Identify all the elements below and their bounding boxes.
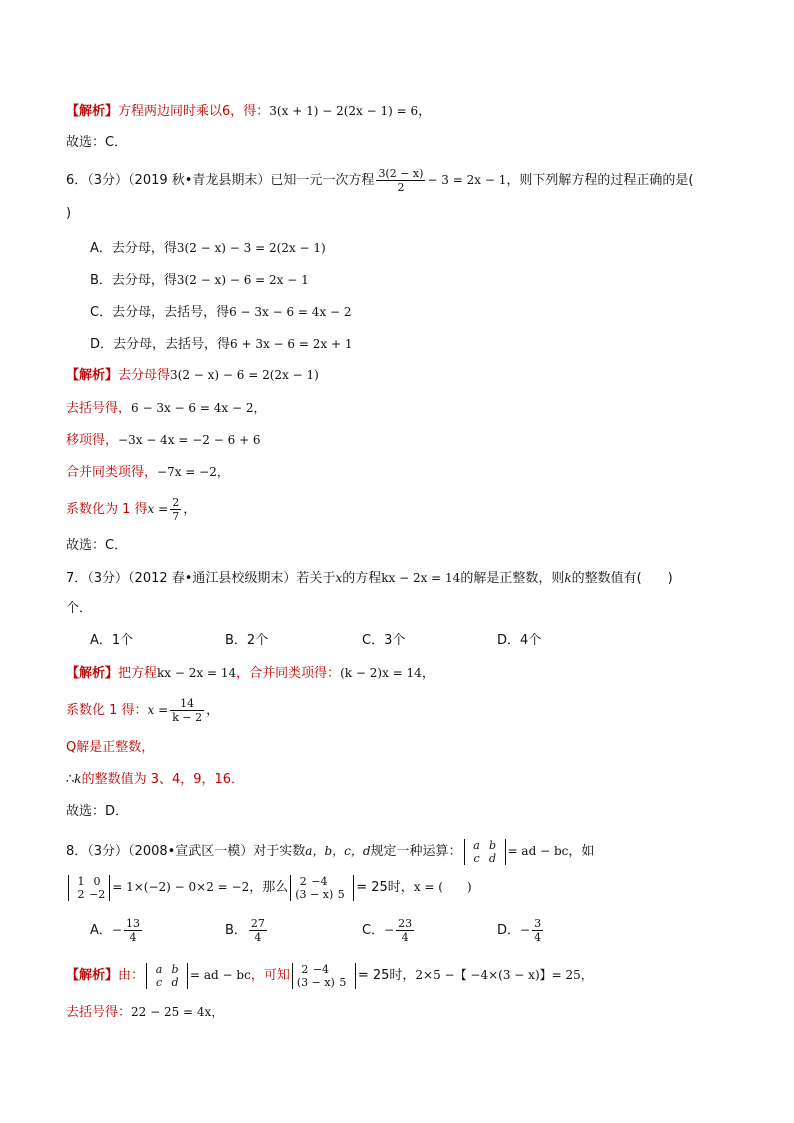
solution-text: Q解是正整数， (66, 740, 155, 755)
option-sign: − (111, 923, 122, 937)
q7-stem-text-b: 的方程 (342, 571, 382, 586)
option-sign: − (384, 923, 395, 937)
solution-text: 移项得， (66, 433, 119, 448)
fraction-numerator: 27 (250, 917, 265, 930)
q8-determinant-question (290, 875, 354, 901)
solution-text: 去括号得， (66, 401, 132, 416)
math-vars: a，b，c，d (305, 844, 371, 858)
matrix-cell: 2 (299, 874, 307, 888)
q6-solution-2 (66, 398, 265, 419)
q8-determinant-example (68, 875, 110, 901)
q8-stem-example (66, 870, 472, 905)
solution-equation: = ad − bc (190, 968, 251, 982)
fraction-numerator: 3 (534, 917, 542, 930)
fraction-denominator: 7 (172, 510, 180, 523)
matrix-cell: d (171, 975, 179, 989)
q6-stem-close: ) (66, 206, 72, 221)
option-label: B．去分母，得 (90, 273, 177, 288)
option-fraction (249, 917, 267, 944)
q6-stem-text-b: ，则下列解方程的过程正确的是( (506, 173, 694, 188)
fraction-numerator: 13 (125, 917, 140, 930)
solution-text-b: ，合并同类项得： (236, 666, 341, 681)
q7-stem-text-c: 的解是正整数，则 (460, 571, 565, 586)
fraction-denominator: 4 (534, 931, 542, 944)
matrix-cell: a (155, 962, 163, 976)
solution-fraction (170, 697, 204, 724)
solution-text: 把方程 (118, 666, 158, 681)
option-sign: − (520, 923, 531, 937)
option-equation: 3(2 − x) − 3 = 2(2x − 1) (176, 241, 326, 255)
q6-solution-1 (66, 365, 319, 386)
q6-stem-text: 6．（3分）（2019 秋•青龙县期末）已知一元一次方程 (66, 173, 375, 188)
q6-answer: 故选：C． (66, 538, 128, 553)
q7-solution-4 (66, 769, 244, 790)
math-var: k (564, 571, 572, 585)
solution-tag: 【解析】 (66, 968, 119, 983)
fraction-denominator: 4 (401, 931, 409, 944)
q8-determinant-def (464, 839, 506, 865)
solution-equation: kx − 2x = 14 (157, 666, 237, 680)
q8-option-b[interactable] (225, 914, 269, 947)
fraction-denominator: 4 (129, 931, 137, 944)
q6-solution-3 (66, 430, 261, 451)
solution-text: 去括号得： (66, 1005, 132, 1020)
q6-fraction (376, 167, 425, 194)
q7-answer: 故选：D． (66, 804, 129, 819)
solution-tag: 【解析】 (66, 666, 119, 681)
solution-equation: x = (147, 703, 169, 717)
option-label: C． (362, 923, 385, 938)
option-label: A． (90, 923, 112, 938)
solution-equation: 3(2 − x) − 6 = 2(2x − 1) (170, 368, 319, 382)
solution-equation: 3(x + 1) − 2(2x − 1) = 6 (269, 104, 419, 118)
solution-equation: 22 − 25 = 4x， (131, 1005, 224, 1019)
q8-solution-determinant-def (146, 963, 188, 989)
q7-option-d[interactable]: D．4个 (497, 633, 542, 648)
punct: ， (421, 666, 435, 681)
q8-stem-text-b: 规定一种运算： (370, 844, 462, 859)
solution-text: 的整数值为 3、4，9，16． (81, 772, 245, 787)
option-fraction (396, 917, 414, 944)
q7-stem (66, 568, 673, 589)
q8-option-c[interactable] (362, 914, 416, 947)
solution-equation: −7x = −2， (157, 465, 229, 479)
q6-stem (66, 166, 693, 195)
matrix-cell: b (171, 962, 179, 976)
matrix-cell: c (473, 851, 480, 865)
fraction-numerator: 2 (172, 496, 180, 509)
q8-option-a[interactable] (90, 914, 144, 947)
matrix-cell: d (489, 851, 497, 865)
q7-solution-3 (66, 738, 154, 758)
solution-text: 由： (118, 968, 145, 983)
solution-equation: x = (147, 502, 169, 516)
q5-solution-line (66, 101, 431, 122)
q8-example-eq: = 1×(−2) − 0×2 = −2 (112, 880, 250, 894)
math-var: k (74, 772, 82, 786)
q7-stem-cont: 个． (66, 601, 93, 616)
option-equation: 6 − 3x − 6 = 4x − 2 (229, 305, 352, 319)
solution-equation: −3x − 4x = −2 − 6 + 6 (118, 433, 261, 447)
solution-text-b: ，可知 (250, 968, 290, 983)
q7-stem-text: 7．（3分）（2012 春•通江县校级期末）若关于 (66, 571, 336, 586)
matrix-cell: −4 (311, 874, 328, 888)
q8-stem-text-d: ，如 (568, 844, 595, 859)
solution-text: 系数化 1 得： (66, 703, 148, 718)
matrix-cell: (3 − x) (296, 975, 335, 989)
solution-text: 合并同类项得， (66, 465, 158, 480)
q6-solution-4 (66, 462, 229, 483)
matrix-cell: a (473, 838, 480, 852)
punct: ， (206, 703, 220, 718)
solution-tag: 【解析】 (66, 368, 119, 383)
q7-stem-equation: kx − 2x = 14 (381, 571, 461, 585)
fraction-denominator: 4 (254, 931, 262, 944)
q7-solution-2 (66, 694, 219, 727)
fraction-numerator: 14 (170, 697, 204, 711)
solution-equation-b: (k − 2)x = 14 (340, 666, 422, 680)
matrix-cell: 1 (77, 874, 85, 888)
q8-stem (66, 834, 594, 869)
q6-option-d[interactable] (90, 334, 352, 355)
q6-option-c[interactable] (90, 302, 352, 323)
matrix-cell: 5 (337, 887, 345, 901)
matrix-cell: c (155, 975, 163, 989)
q7-stem-text-d: 的整数值有( ) (571, 571, 673, 586)
q7-option-b[interactable]: B．2个 (225, 633, 269, 648)
solution-tag: 【解析】 (66, 104, 119, 119)
solution-fraction (170, 496, 181, 523)
option-label: C．去分母，去括号，得 (90, 305, 230, 320)
solution-text-c: = 25时， (357, 968, 416, 983)
solution-equation: 6 − 3x − 6 = 4x − 2， (131, 401, 266, 415)
fraction-denominator: 2 (397, 181, 405, 194)
q8-solution-determinant-question (292, 963, 356, 989)
fraction-numerator: 3(2 − x) (378, 167, 424, 180)
q6-solution-5 (66, 494, 196, 525)
q7-option-a[interactable]: A．1个 (90, 633, 134, 648)
option-fraction (532, 917, 543, 944)
matrix-cell: 0 (93, 874, 101, 888)
punct: ， (183, 502, 197, 517)
solution-text: 系数化为 1 得 (66, 502, 148, 517)
solution-text: 去分母得 (118, 368, 171, 383)
q7-solution-1 (66, 663, 435, 684)
fraction-denominator: k − 2 (172, 711, 203, 724)
fraction-numerator: 23 (398, 917, 413, 930)
q5-answer: 故选：C． (66, 135, 128, 150)
option-label: D．去分母，去括号，得 (90, 337, 231, 352)
q8-solution-2 (66, 1002, 223, 1023)
solution-text: 方程两边同时乘以6，得： (118, 104, 270, 119)
q6-option-a[interactable] (90, 238, 326, 259)
q8-definition-eq: = ad − bc (507, 844, 569, 858)
math-var: x (335, 571, 343, 585)
option-label: B． (225, 923, 247, 938)
therefore-symbol: ∴ (66, 772, 75, 787)
q8-option-d[interactable] (497, 914, 545, 947)
q8-stem-text: 8．（3分）（2008•宣武区一模）对于实数 (66, 844, 306, 859)
matrix-cell: 2 (77, 887, 85, 901)
q8-solution-1 (66, 958, 593, 993)
q6-option-b[interactable] (90, 270, 309, 291)
matrix-cell: −2 (89, 887, 106, 901)
solution-equation-b: 2×5 −【 −4×(3 − x)】= 25， (415, 968, 593, 982)
q8-stem-text-e: ，那么 (249, 880, 289, 895)
q8-stem-text-f: = 25时， (356, 880, 414, 895)
matrix-cell: 2 (301, 962, 309, 976)
matrix-cell: (3 − x) (295, 887, 334, 901)
option-label: D． (497, 923, 521, 938)
q7-option-c[interactable]: C．3个 (362, 633, 406, 648)
punct: ， (418, 104, 432, 119)
q8-blank: x = ( ) (413, 880, 472, 894)
q6-stem-equation: − 3 = 2x − 1 (427, 173, 507, 187)
option-fraction (124, 917, 142, 944)
option-equation: 6 + 3x − 6 = 2x + 1 (230, 337, 353, 351)
matrix-cell: b (489, 838, 497, 852)
option-label: A．去分母，得 (90, 241, 177, 256)
matrix-cell: −4 (312, 962, 330, 976)
option-equation: 3(2 − x) − 6 = 2x − 1 (176, 273, 309, 287)
matrix-cell: 5 (339, 975, 347, 989)
